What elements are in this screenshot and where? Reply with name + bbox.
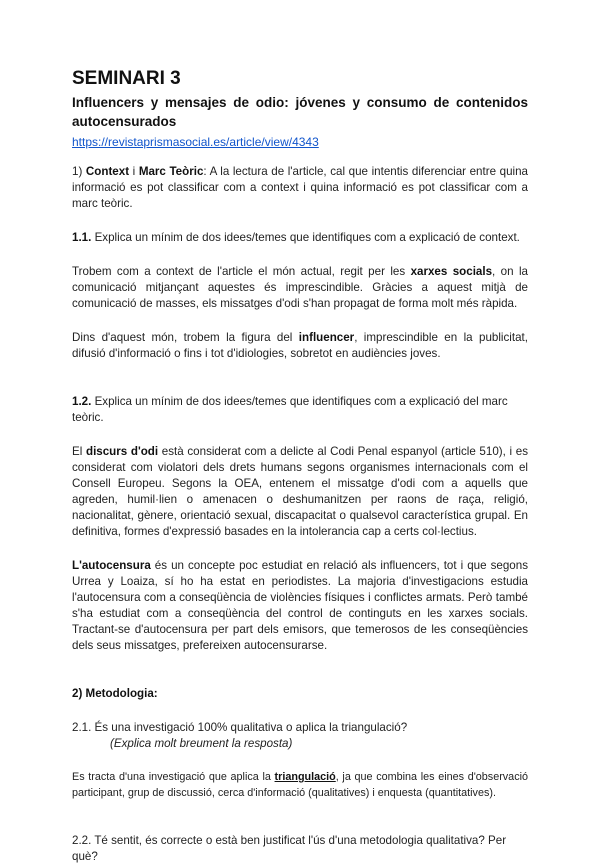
a11-p2-post: , imprescindible en la publicitat, difusió d'informació o fins i tot d'idiologies, sobretot en audiències joves. <box>72 331 528 360</box>
question-2-2: 2.2. Té sentit, és correcte o està ben justificat l'ús d'una metodologia qualitativa? Per què? <box>72 834 507 863</box>
page-title: SEMINARI 3 <box>72 68 181 89</box>
a21-pre: Es tracta d'una investigació que aplica la <box>72 771 275 783</box>
q11-text: Explica un mínim de dos idees/temes que identifiques com a explicació de context. <box>91 231 520 244</box>
answer-1-2-p1 <box>72 444 528 540</box>
section1-text: : A la lectura de l'article, cal que intentis diferenciar entre quina informació es pot classificar com a context i quina informació es pot classificar com a marc teòric. <box>72 165 528 210</box>
a12-p1-pre: El <box>72 445 86 458</box>
article-link[interactable]: https://revistaprismasocial.es/article/view/4343 <box>72 135 319 149</box>
a21-bold: triangulació <box>274 771 336 783</box>
section1-heading-context: Context <box>85 165 130 178</box>
q12-number: 1.2. <box>72 395 92 408</box>
a11-p1-post: , on la comunicació mitjançant aquestes és imprescindible. Gràcies a aquest mitjà de comunicació de masses, els missatges d'odi s'han propagat de forma molt més ràpida. <box>72 265 528 310</box>
q12-text: Explica un mínim de dos idees/temes que identifiques com a explicació del marc teòric. <box>72 395 508 424</box>
article-title: Influencers y mensajes de odio: jóvenes y consumo de contenidos autocensurados <box>72 95 528 129</box>
question-2-1: 2.1. És una investigació 100% qualitativa o aplica la triangulació? <box>72 721 408 734</box>
section1-heading-marc: Marc Teòric <box>138 165 204 178</box>
a11-p1-bold: xarxes socials <box>410 265 493 278</box>
a11-p2-bold: influencer <box>298 331 355 344</box>
a12-p2-bold: L'autocensura <box>72 559 151 572</box>
answer-2-1 <box>72 770 528 801</box>
a12-p2-post: és un concepte poc estudiat en relació als influencers, tot i que segons Urrea y Loaiza, sí ho ha estat en periodistes. La majoria d'investigacions estudia l'autocensura com a conseqüència de violències físiques i conflictes armats. Però també s'ha estudiat com a conseqüència del control de continguts en les xarxes socials. Tractant-se d'autocensura per part dels emisors, que temerosos de les conseqüències dels seus missatges, prefereixen autocensurarse. <box>72 559 528 652</box>
answer-1-2-p2 <box>72 558 528 654</box>
section1-conj: i <box>129 165 139 178</box>
q11-number: 1.1. <box>72 231 92 244</box>
answer-1-1-p2 <box>72 330 528 362</box>
question-1-1 <box>72 230 528 246</box>
section2-heading <box>72 686 528 702</box>
answer-1-1-p1 <box>72 264 528 312</box>
a21-post: , ja que combina les eines d'observació participant, grup de discussió, cerca d'informació (qualitatives) i enquesta (quantitatives). <box>72 771 528 799</box>
question-2-1-note: (Explica molt breument la resposta) <box>110 737 293 750</box>
a11-p1-pre: Trobem com a context de l'article el món actual, regit per les <box>72 265 411 278</box>
a12-p1-post: està considerat com a delicte al Codi Penal espanyol (article 510), i es considerat com violatori dels drets humans segons organismes internacionals com el Consell Europeu. Segons la OEA, entenem el missatge d'odi com a aquells que agreden, humil·lien o amenacen o deshumanitzen per raons de raça, religió, nacionalitat, gènere, orientació sexual, discapacitat o qualsevol característica grupal. En definitiva, formes d'expressió basades en la intolerancia cap a certs col·lectius. <box>72 445 529 538</box>
section2-heading-text: 2) Metodologia: <box>72 687 158 700</box>
a12-p1-bold: discurs d'odi <box>85 445 159 458</box>
section1-number: 1) <box>72 165 83 178</box>
section1-intro <box>72 164 528 212</box>
question-1-2 <box>72 394 528 426</box>
document-page <box>72 68 528 865</box>
a11-p2-pre: Dins d'aquest món, trobem la figura del <box>72 331 299 344</box>
